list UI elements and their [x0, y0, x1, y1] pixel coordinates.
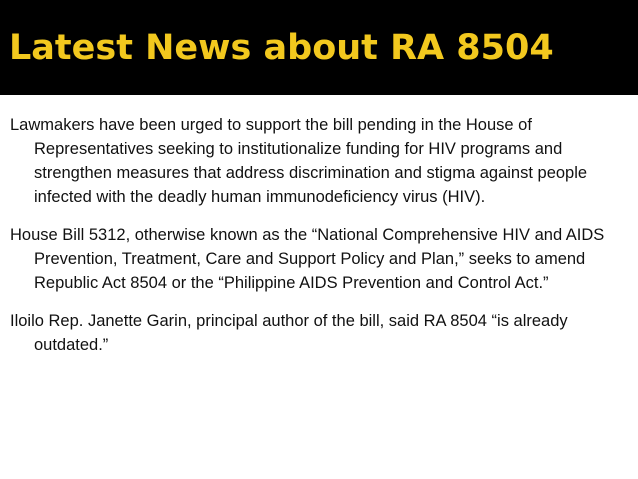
title-bar	[0, 0, 638, 95]
slide-body	[10, 113, 630, 371]
slide-title: Latest News about RA 8504	[9, 28, 554, 68]
paragraph-house-bill: House Bill 5312, otherwise known as the “National Comprehensive HIV and AIDS Prevention, Treatment, Care and Support Policy and Plan,” seeks to amend Republic Act 8504 or the “Philippine AIDS Prevention and Control Act.”	[10, 226, 605, 292]
paragraph-lawmakers: Lawmakers have been urged to support the bill pending in the House of Representatives seeking to institutionalize funding for HIV programs and strengthen measures that address discrimination and stigma against people infected with the deadly human immunodeficiency virus (HIV).	[10, 116, 588, 206]
paragraph-garin-quote: Iloilo Rep. Janette Garin, principal author of the bill, said RA 8504 “is already outdated.”	[10, 312, 568, 354]
